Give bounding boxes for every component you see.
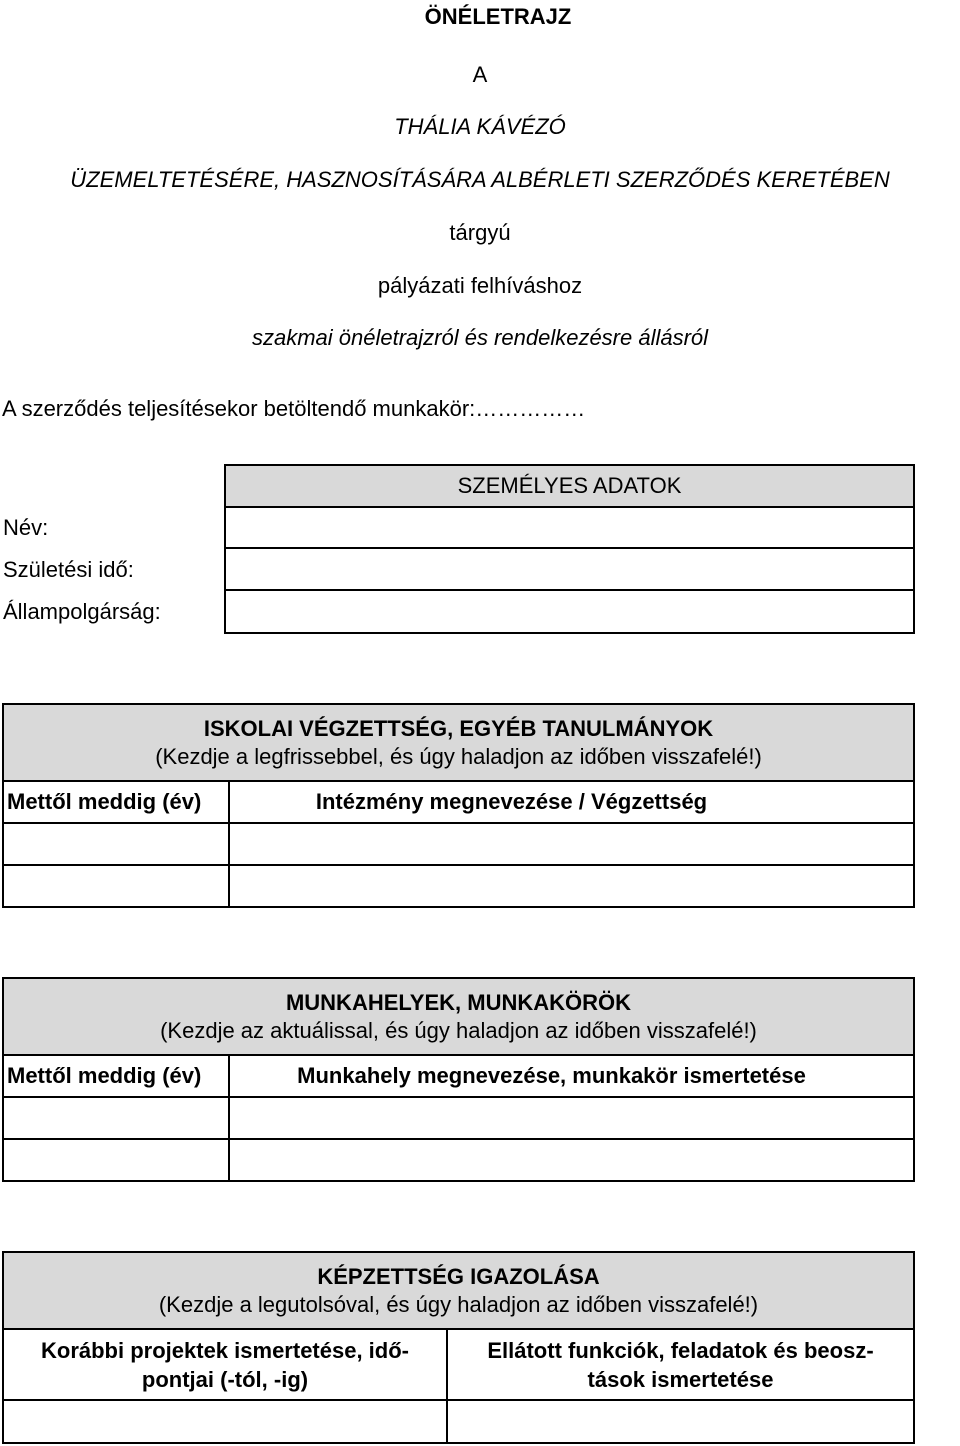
- citizenship-value-field[interactable]: [224, 591, 913, 632]
- position-value: ……………: [475, 396, 586, 421]
- work-row-1-workplace[interactable]: [230, 1098, 913, 1138]
- document-title: ÖNÉLETRAJZ: [424, 4, 572, 29]
- name-label: Név:: [3, 515, 49, 540]
- header-call: pályázati felhíváshoz: [377, 273, 583, 298]
- header-about: szakmai önéletrajzról és rendelkezésre állásról: [251, 325, 709, 350]
- education-row-2-institution[interactable]: [230, 866, 913, 906]
- training-header-text: [4, 1253, 913, 1328]
- header-targyu: tárgyú: [449, 220, 511, 245]
- training-col-functions-line2: tások ismertetése: [587, 1366, 774, 1392]
- training-col-functions-line1: Ellátott funkciók, feladatok és beosz-: [487, 1337, 874, 1363]
- training-col-projects: [4, 1330, 446, 1399]
- education-row-2-period[interactable]: [4, 866, 228, 906]
- work-row-2-period[interactable]: [4, 1140, 228, 1180]
- training-col-projects-line1: Korábbi projektek ismertetése, idő-: [41, 1337, 409, 1363]
- education-col-institution: Intézmény megnevezése / Végzettség: [315, 789, 708, 814]
- training-col-projects-line2: pontjai (-tól, -ig): [141, 1366, 309, 1392]
- work-row-2-workplace[interactable]: [230, 1140, 913, 1180]
- work-row-1-period[interactable]: [4, 1098, 228, 1138]
- work-subtitle: (Kezdje az aktuálissal, és úgy haladjon az időben visszafelé!): [160, 1017, 757, 1043]
- education-header-text: [4, 705, 913, 780]
- training-row-1-functions[interactable]: [448, 1401, 913, 1442]
- work-title: MUNKAHELYEK, MUNKAKÖRÖK: [285, 989, 632, 1015]
- header-line-a: A: [472, 62, 488, 87]
- education-row-1-institution[interactable]: [230, 824, 913, 864]
- training-title: KÉPZETTSÉG IGAZOLÁSA: [317, 1263, 600, 1289]
- education-title: ISKOLAI VÉGZETTSÉG, EGYÉB TANULMÁNYOK: [203, 715, 714, 741]
- personal-header-cell: [224, 464, 915, 508]
- personal-title: SZEMÉLYES ADATOK: [457, 473, 682, 498]
- training-header: [2, 1251, 915, 1330]
- header-subject: ÜZEMELTETÉSÉRE, HASZNOSÍTÁSÁRA ALBÉRLETI SZERZŐDÉS KERETÉBEN: [70, 167, 890, 192]
- birth-value-field[interactable]: [224, 549, 913, 589]
- work-header-text: [4, 979, 913, 1054]
- education-row-1-period[interactable]: [4, 824, 228, 864]
- name-value-field[interactable]: [224, 508, 913, 547]
- training-subtitle: (Kezdje a legutolsóval, és úgy haladjon az időben visszafelé!): [158, 1291, 759, 1317]
- work-col-workplace: Munkahely megnevezése, munkakör ismertetése: [297, 1063, 806, 1088]
- position-line: [2, 396, 585, 422]
- birth-label: Születési idő:: [3, 557, 134, 582]
- training-col-functions: [448, 1330, 913, 1399]
- education-col-period: Mettől meddig (év): [7, 789, 202, 814]
- citizenship-label: Állampolgárság:: [3, 599, 161, 624]
- work-col-period: Mettől meddig (év): [7, 1063, 202, 1088]
- education-subtitle: (Kezdje a legfrissebbel, és úgy haladjon az időben visszafelé!): [155, 743, 762, 769]
- education-header: [2, 703, 915, 782]
- training-row-1-projects[interactable]: [4, 1401, 446, 1442]
- work-header: [2, 977, 915, 1056]
- position-label: A szerződés teljesítésekor betöltendő munkakör:: [2, 396, 476, 421]
- header-venue: THÁLIA KÁVÉZÓ: [394, 114, 566, 139]
